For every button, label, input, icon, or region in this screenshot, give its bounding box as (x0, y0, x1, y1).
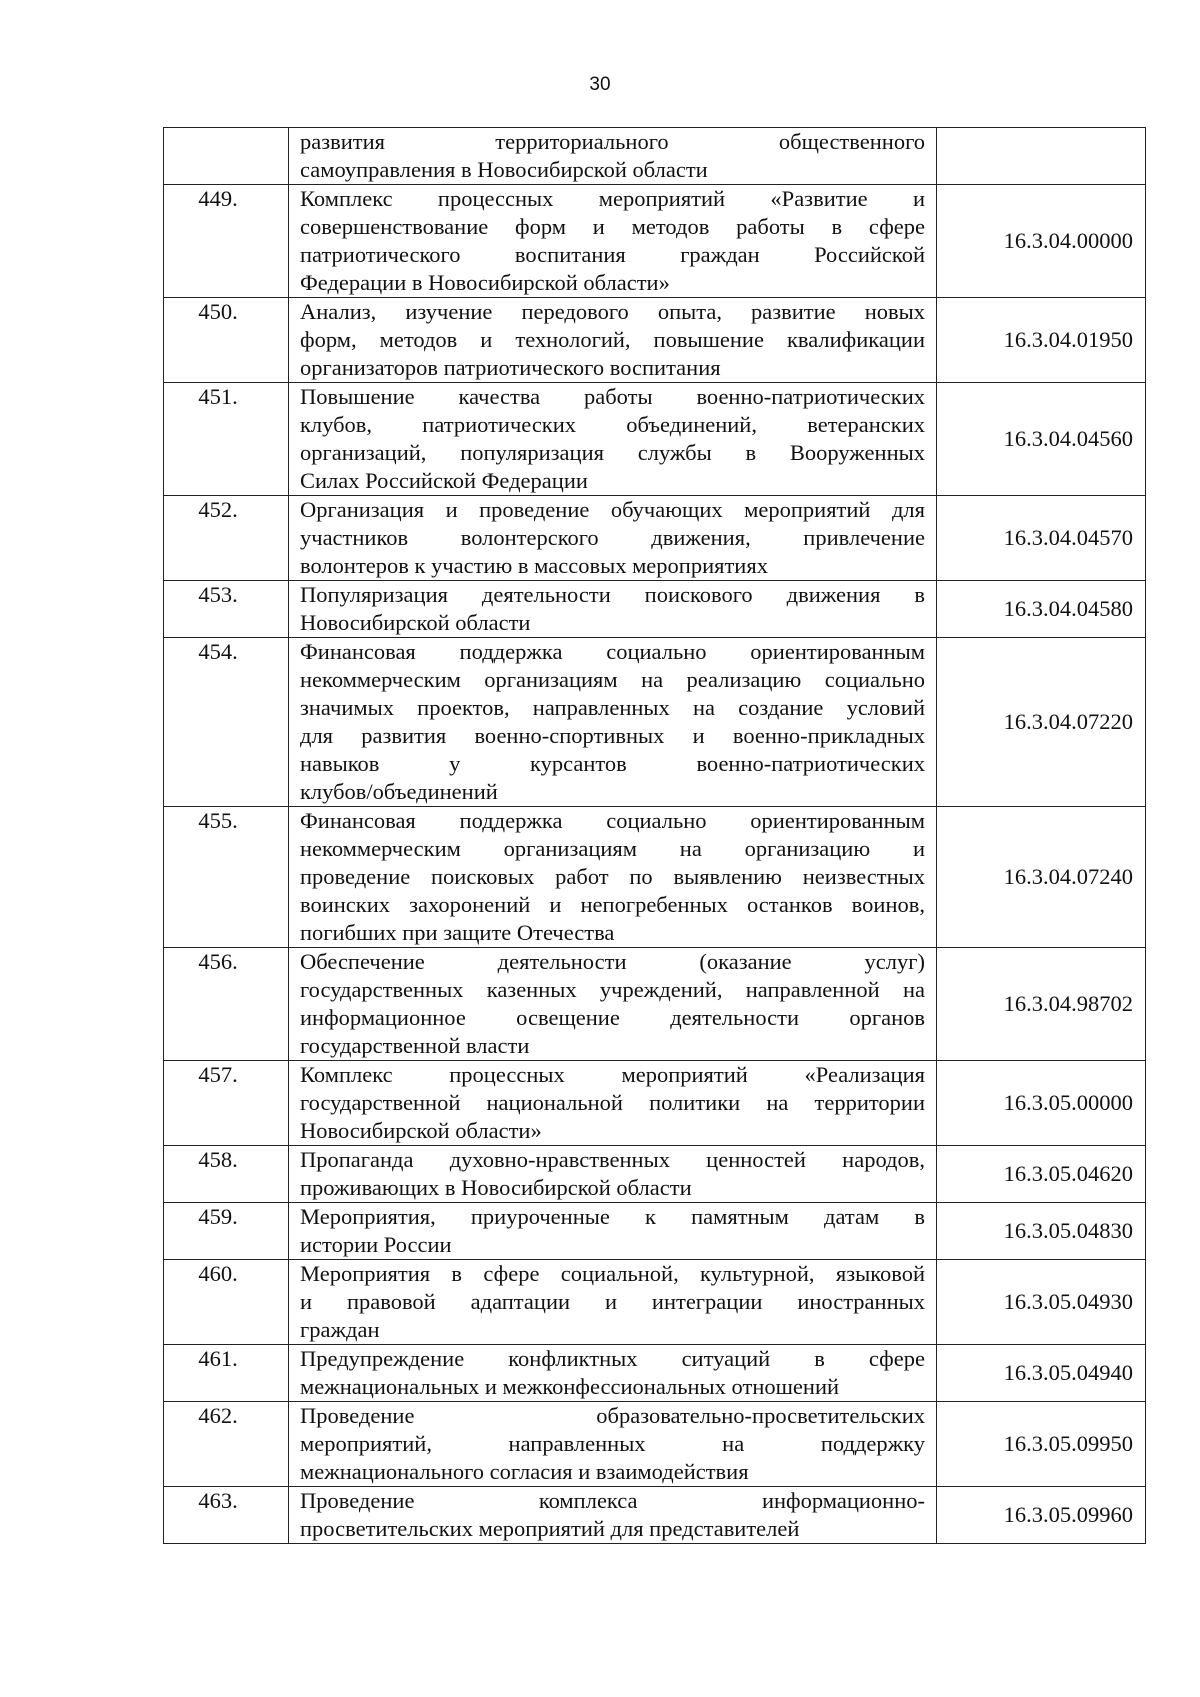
description-cell (289, 1146, 937, 1203)
description-line: проживающих в Новосибирской области (300, 1175, 692, 1200)
classification-code: 16.3.05.04930 (937, 1260, 1146, 1345)
description-line: некоммерческим организациям на организацию и (300, 836, 925, 861)
description-line: Силах Российской Федерации (300, 468, 588, 493)
description-line: организаций, популяризация службы в Вооруженных (300, 440, 925, 465)
description-line: граждан (300, 1317, 380, 1342)
table-row (164, 1203, 1146, 1260)
classification-code: 16.3.04.07240 (937, 807, 1146, 948)
classification-code: 16.3.05.04620 (937, 1146, 1146, 1203)
description-line: Предупреждение конфликтных ситуаций в сфере (300, 1346, 925, 1371)
description-line: Мероприятия в сфере социальной, культурной, языковой (300, 1261, 925, 1286)
row-number-cell (164, 1146, 289, 1203)
description-line: Организация и проведение обучающих мероприятий для (300, 497, 925, 522)
row-number: 450. (198, 299, 238, 324)
row-number-cell (164, 1061, 289, 1146)
table-row (164, 496, 1146, 581)
row-number: 459. (198, 1204, 238, 1229)
row-number: 462. (198, 1403, 238, 1428)
description-cell (289, 581, 937, 638)
table-row (164, 638, 1146, 807)
classification-code: 16.3.04.07220 (937, 638, 1146, 807)
description-line: клубов, патриотических объединений, ветеранских (300, 412, 925, 437)
description-cell (289, 496, 937, 581)
table-body (164, 128, 1146, 1544)
classification-code: 16.3.04.00000 (937, 185, 1146, 298)
classification-code: 16.3.04.04570 (937, 496, 1146, 581)
description-line: Обеспечение деятельности (оказание услуг) (300, 949, 925, 974)
description-line: Финансовая поддержка социально ориентированным (300, 639, 925, 664)
row-number-cell (164, 807, 289, 948)
description-line: для развития военно-спортивных и военно-прикладных (300, 723, 925, 748)
classification-code: 16.3.05.09960 (937, 1487, 1146, 1544)
description-line: межнациональных и межконфессиональных отношений (300, 1374, 840, 1399)
table-row (164, 581, 1146, 638)
description-line: самоуправления в Новосибирской области (300, 157, 708, 182)
description-line: форм, методов и технологий, повышение квалификации (300, 327, 925, 352)
description-line: клубов/объединений (300, 779, 498, 804)
classification-code (937, 128, 1146, 185)
description-line: Комплекс процессных мероприятий «Реализация (300, 1062, 925, 1087)
row-number: 449. (198, 186, 238, 211)
row-number: 452. (198, 497, 238, 522)
description-line: волонтеров к участию в массовых мероприятиях (300, 553, 768, 578)
description-line: государственной власти (300, 1033, 530, 1058)
row-number-cell (164, 638, 289, 807)
row-number-cell (164, 383, 289, 496)
description-cell (289, 638, 937, 807)
table-row (164, 1061, 1146, 1146)
description-line: Федерации в Новосибирской области» (300, 270, 670, 295)
table-row (164, 948, 1146, 1061)
classification-code: 16.3.05.00000 (937, 1061, 1146, 1146)
table-row (164, 298, 1146, 383)
description-line: Финансовая поддержка социально ориентированным (300, 808, 925, 833)
classification-code: 16.3.05.04830 (937, 1203, 1146, 1260)
description-line: Проведение комплекса информационно- (300, 1488, 925, 1513)
row-number: 457. (198, 1062, 238, 1087)
table-row (164, 807, 1146, 948)
description-cell (289, 185, 937, 298)
table-row (164, 1487, 1146, 1544)
description-line: Повышение качества работы военно-патриотических (300, 384, 925, 409)
classification-code: 16.3.05.04940 (937, 1345, 1146, 1402)
table-row (164, 185, 1146, 298)
description-line: погибших при защите Отечества (300, 920, 615, 945)
description-line: проведение поисковых работ по выявлению неизвестных (300, 864, 925, 889)
description-line: Комплекс процессных мероприятий «Развитие и (300, 186, 925, 211)
description-line: навыков у курсантов военно-патриотических (300, 751, 925, 776)
row-number: 460. (198, 1261, 238, 1286)
budget-classification-table (163, 127, 1146, 1544)
row-number-cell (164, 298, 289, 383)
row-number: 456. (198, 949, 238, 974)
description-line: организаторов патриотического воспитания (300, 355, 721, 380)
row-number: 454. (198, 639, 238, 664)
description-line: патриотического воспитания граждан Российской (300, 242, 925, 267)
classification-code: 16.3.04.04580 (937, 581, 1146, 638)
description-cell (289, 1402, 937, 1487)
row-number-cell (164, 496, 289, 581)
description-line: и правовой адаптации и интеграции иностранных (300, 1289, 925, 1314)
row-number-cell (164, 948, 289, 1061)
table-row (164, 1345, 1146, 1402)
row-number-cell (164, 1487, 289, 1544)
row-number-cell (164, 1203, 289, 1260)
row-number-cell (164, 1402, 289, 1487)
description-line: Проведение образовательно-просветительских (300, 1403, 925, 1428)
row-number: 461. (198, 1346, 238, 1371)
description-cell (289, 1061, 937, 1146)
page-number: 30 (589, 74, 611, 95)
description-line: совершенствование форм и методов работы в сфере (300, 214, 925, 239)
description-cell (289, 298, 937, 383)
row-number-cell (164, 185, 289, 298)
row-number: 451. (198, 384, 238, 409)
description-line: развития территориального общественного (300, 129, 925, 154)
classification-code: 16.3.04.98702 (937, 948, 1146, 1061)
classification-code: 16.3.04.01950 (937, 298, 1146, 383)
description-line: Новосибирской области (300, 610, 531, 635)
description-cell (289, 948, 937, 1061)
description-cell (289, 383, 937, 496)
description-line: государственных казенных учреждений, направленной на (300, 977, 925, 1002)
classification-code: 16.3.05.09950 (937, 1402, 1146, 1487)
row-number: 453. (198, 582, 238, 607)
row-number-cell (164, 128, 289, 185)
description-line: мероприятий, направленных на поддержку (300, 1431, 925, 1456)
description-cell (289, 807, 937, 948)
table-row (164, 1260, 1146, 1345)
table-row (164, 1402, 1146, 1487)
description-line: участников волонтерского движения, привлечение (300, 525, 925, 550)
description-line: межнационального согласия и взаимодействия (300, 1459, 749, 1484)
row-number: 463. (198, 1488, 238, 1513)
description-line: Пропаганда духовно-нравственных ценностей народов, (300, 1147, 925, 1172)
description-cell (289, 1487, 937, 1544)
description-cell (289, 1345, 937, 1402)
classification-code: 16.3.04.04560 (937, 383, 1146, 496)
description-line: значимых проектов, направленных на создание условий (300, 695, 925, 720)
description-cell (289, 128, 937, 185)
description-line: информационное освещение деятельности органов (300, 1005, 925, 1030)
description-line: Популяризация деятельности поискового движения в (300, 582, 925, 607)
row-number-cell (164, 1345, 289, 1402)
table-row (164, 383, 1146, 496)
table-row (164, 1146, 1146, 1203)
description-line: некоммерческим организациям на реализацию социально (300, 667, 925, 692)
description-line: истории России (300, 1232, 452, 1257)
description-line: Мероприятия, приуроченные к памятным датам в (300, 1204, 925, 1229)
row-number: 455. (198, 808, 238, 833)
table-row (164, 128, 1146, 185)
description-cell (289, 1260, 937, 1345)
row-number-cell (164, 1260, 289, 1345)
row-number: 458. (198, 1147, 238, 1172)
description-line: государственной национальной политики на территории (300, 1090, 925, 1115)
description-line: Новосибирской области» (300, 1118, 542, 1143)
description-cell (289, 1203, 937, 1260)
description-line: воинских захоронений и непогребенных останков воинов, (300, 892, 925, 917)
description-line: Анализ, изучение передового опыта, развитие новых (300, 299, 925, 324)
description-line: просветительских мероприятий для представителей (300, 1516, 800, 1541)
row-number-cell (164, 581, 289, 638)
